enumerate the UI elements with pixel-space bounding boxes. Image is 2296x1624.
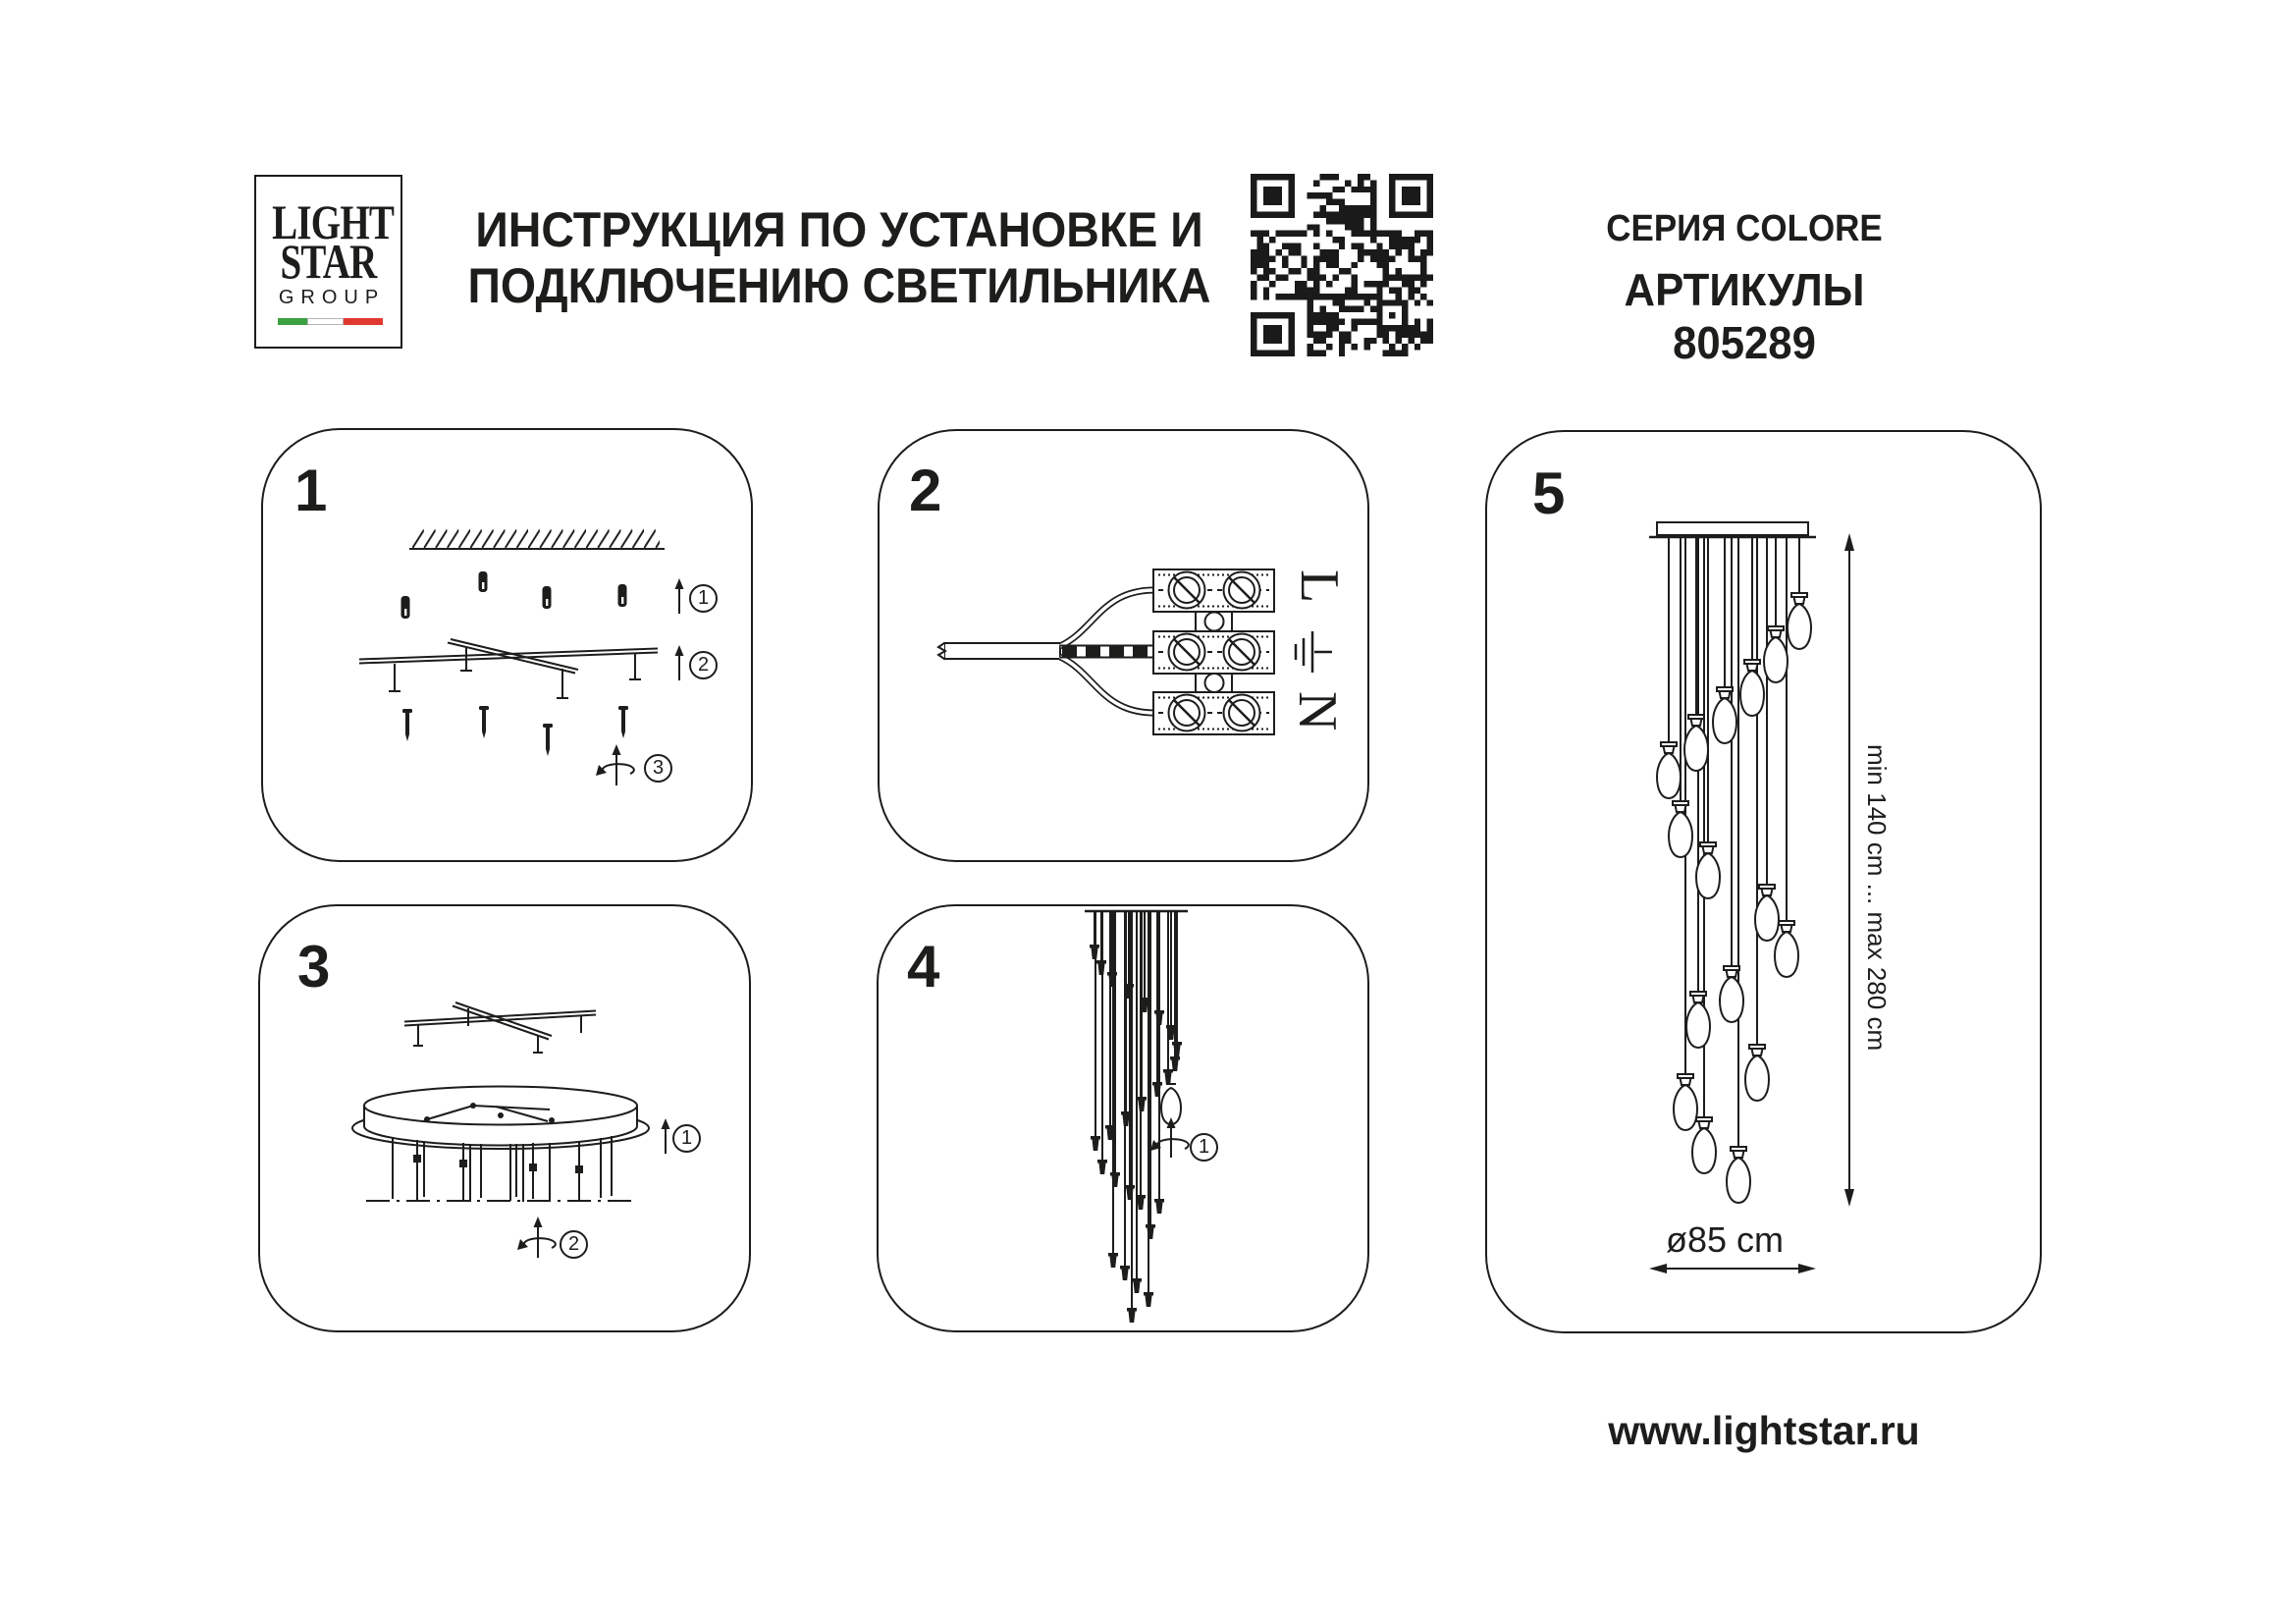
step-marker: 3 xyxy=(644,754,672,783)
step-number-3: 3 xyxy=(297,934,331,1000)
italian-flag-icon xyxy=(278,318,383,325)
series-label: СЕРИЯ COLORE xyxy=(1606,208,1883,249)
logo-line2: STAR xyxy=(280,234,377,289)
step-panel-3 xyxy=(258,904,751,1332)
terminal-label-neutral: N xyxy=(1287,691,1348,731)
step-number-4: 4 xyxy=(907,934,940,1000)
title-line1: ИНСТРУКЦИЯ ПО УСТАНОВКЕ И xyxy=(475,202,1203,257)
step-marker: 2 xyxy=(560,1230,588,1259)
step-marker: 1 xyxy=(1190,1133,1218,1162)
lightstar-logo xyxy=(254,175,402,349)
page-title xyxy=(452,202,1228,314)
step-marker: 1 xyxy=(672,1124,701,1153)
diameter-dimension-label: ø85 cm xyxy=(1665,1219,1785,1260)
title-line2: ПОДКЛЮЧЕНИЮ СВЕТИЛЬНИКА xyxy=(467,258,1211,313)
articles-label: АРТИКУЛЫ 805289 xyxy=(1624,264,1865,368)
step-number-2: 2 xyxy=(909,458,942,523)
height-dimension-label: min 140 cm ... max 280 cm xyxy=(1862,744,1892,1052)
logo-line1: LIGHT xyxy=(272,194,395,249)
qr-code-icon xyxy=(1251,174,1433,356)
step-panel-4 xyxy=(877,904,1369,1332)
step-panel-2 xyxy=(878,429,1369,862)
step-number-1: 1 xyxy=(294,458,328,523)
step-panel-5 xyxy=(1485,430,2042,1333)
terminal-label-live: L xyxy=(1289,569,1350,604)
step-marker: 2 xyxy=(689,651,718,679)
step-number-5: 5 xyxy=(1532,460,1566,526)
step-panel-1 xyxy=(261,428,753,862)
website-url: www.lightstar.ru xyxy=(1608,1408,1920,1453)
step-marker: 1 xyxy=(689,584,718,613)
logo-line3: GROUP xyxy=(278,287,386,308)
